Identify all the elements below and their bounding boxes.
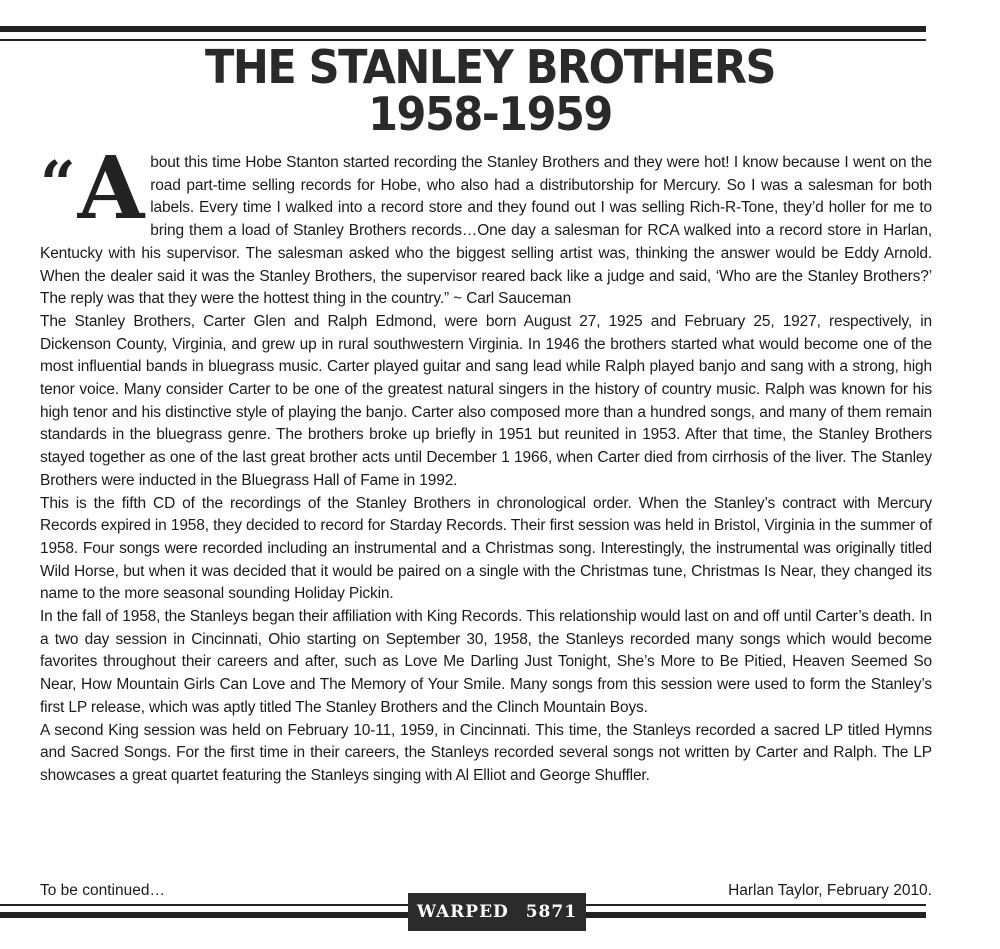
catalog-number-badge bbox=[408, 893, 586, 931]
paragraph-king-records: In the fall of 1958, the Stanleys began their affiliation with King Records. This relationship would last on and off until Carter’s death. In a two day session in Cincinnati, Ohio starting on September 30, 1958, the Stanleys recorded many songs which would become favorites throughout their careers and after, such as Love Me Darling Just Tonight, She’s More to Be Pitied, Heaven Seemed So Near, How Mountain Girls Can Love and The Memory of Your Smile. Many songs from this session were used to form the Stanley’s first LP release, which was aptly titled The Stanley Brothers and the Clinch Mountain Boys. bbox=[40, 608, 932, 716]
top-thick-rule bbox=[0, 26, 926, 32]
paragraph-second-session: A second King session was held on February 10-11, 1959, in Cincinnati. This time, the Stanleys recorded a sacred LP titled Hymns and Sacred Songs. For the first time in their careers, the Stanleys recorded several songs not written by Carter and Ralph. The LP showcases a great quartet featuring the Stanleys singing with Al Elliot and George Shuffler. bbox=[40, 721, 932, 784]
page-subtitle-years: 1958-1959 bbox=[368, 88, 612, 142]
author-signature: Harlan Taylor, February 2010. bbox=[728, 882, 932, 899]
open-quote-mark: “ bbox=[40, 147, 72, 220]
to-be-continued-text: To be continued… bbox=[40, 882, 165, 899]
quote-text: bout this time Hobe Stanton started recording the Stanley Brothers and they were hot! I know because I went on the road part-time selling records for Hobe, who also had a distributorship for Mercury. So I was a salesman for both labels. Every time I walked into a record store and they found out I was selling Rich-R-Tone, they’d holler for me to bring them a load of Stanley Brothers records…One day a salesman for RCA walked into a record store in Harlan, Kentucky with his supervisor. The salesman asked who the biggest selling artist was, thinking the answer would be Eddy Arnold. When the dealer said it was the Stanley Brothers, the supervisor reared back like a judge and said, ‘Who are the Stanley Brothers?’ The reply was that they were the hottest thing in the country.” ~ Carl Sauceman bbox=[40, 154, 932, 308]
liner-notes-body bbox=[40, 138, 932, 788]
label-name: WARPED bbox=[416, 902, 509, 922]
page-title: THE STANLEY BROTHERS bbox=[205, 41, 775, 95]
drop-cap-letter: A bbox=[77, 138, 145, 239]
paragraph-starday: This is the fifth CD of the recordings of the Stanley Brothers in chronological order. When the Stanley’s contract with Mercury Records expired in 1958, they decided to record for Starday Records. Their first session was held in Bristol, Virginia in the summer of 1958. Four songs were recorded including an instrumental and a Christmas song. Interestingly, the instrumental was originally titled Wild Horse, but when it was decided that it would be paired on a single with the Christmas tune, Christmas Is Near, they changed its name to the more seasonal sounding Holiday Pickin. bbox=[40, 494, 932, 603]
catalog-number: 5871 bbox=[525, 902, 578, 922]
quote-paragraph bbox=[40, 138, 932, 311]
paragraph-biography: The Stanley Brothers, Carter Glen and Ralph Edmond, were born August 27, 1925 and February 25, 1927, respectively, in Dickenson County, Virginia, and grew up in rural southwestern Virginia. In 1946 the brothers started what would become one of the most influential bands in bluegrass music. Carter played guitar and sang lead while Ralph played banjo and sang with a strong, high tenor voice. Many consider Carter to be one of the greatest natural singers in the history of country music. Ralph was known for his high tenor and his distinctive style of playing the banjo. Carter also composed more than a hundred songs, and many of them remain standards in the bluegrass genre. The brothers broke up briefly in 1951 but reunited in 1953. After that time, the Stanley Brothers stayed together as one of the last great brother acts until December 1 1966, when Carter died from cirrhosis of the liver. The Stanley Brothers were inducted in the Bluegrass Hall of Fame in 1992. bbox=[40, 312, 932, 489]
